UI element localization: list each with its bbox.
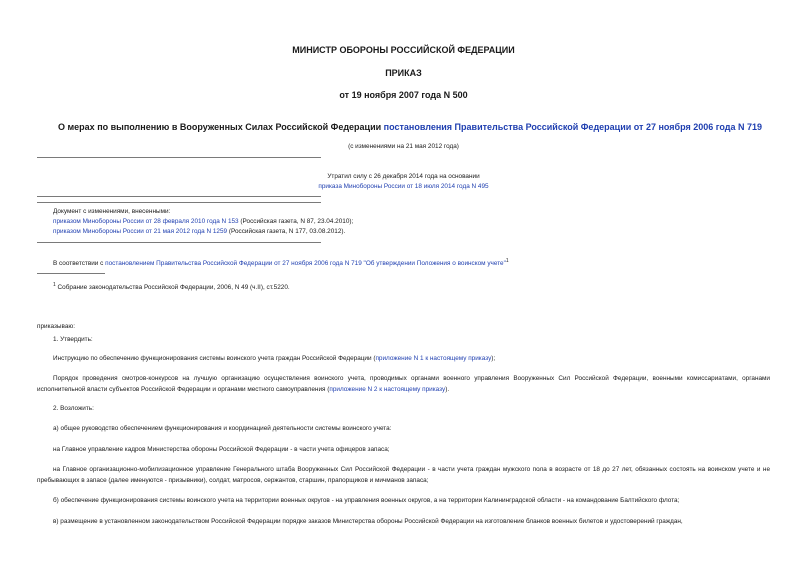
footnote-divider [37, 273, 105, 274]
paragraph [53, 354, 495, 364]
divider [37, 196, 321, 197]
footnote [53, 280, 290, 293]
paragraph-text: ); [491, 355, 496, 362]
appendix-link[interactable]: приложение N 2 к настоящему приказу [329, 386, 446, 393]
paragraph: на Главное управление кадров Министерства обороны Российской Федерации - в части учета офицеров запаса; [53, 446, 390, 453]
amendment-link[interactable]: приказом Минобороны России от 28 февраля 2010 года N 153 [53, 218, 239, 225]
document-date-number: от 19 ноября 2007 года N 500 [339, 90, 468, 100]
preamble [53, 256, 509, 269]
preamble-link[interactable]: постановлением Правительства Российской Федерации от 27 ноября 2006 года N 719 "Об утверждении Положения о воинском учете" [105, 260, 506, 268]
document-type: ПРИКАЗ [385, 68, 422, 78]
paragraph: а) общее руководство обеспечением функционирования и координацией деятельности системы воинского учета: [53, 425, 392, 432]
paragraph: б) обеспечение функционирования системы воинского учета на территории военных округов - на управления военных округов, а на территории Калининградской области - на командование Балтийского флота; [53, 497, 680, 504]
paragraph: 2. Возложить: [53, 405, 94, 412]
paragraph: на Главное организационно-мобилизационное управление Генерального штаба Вооруженных Сил Российской Федерации - в части учета граждан мужского пола в возрасте от 18 до 27 лет, обязанных состоять на воинском учете и не пребывающих в запасе (далее именуются - призывники), солдат, матросов, сержантов, старшин, прапорщиков и мичманов запаса; [37, 466, 770, 484]
amendment-source: (Российская газета, N 177, 03.08.2012). [227, 228, 346, 235]
amendment-source: (Российская газета, N 87, 23.04.2010); [238, 218, 354, 225]
document-title [50, 122, 770, 132]
paragraph-text: Инструкцию по обеспечению функционирования системы воинского учета граждан Российской Федерации ( [53, 355, 376, 362]
divider [37, 202, 321, 203]
amendment-item [53, 217, 353, 227]
paragraph-text: ). [445, 386, 450, 393]
footnote-mark: 1 [53, 282, 56, 288]
divider [37, 157, 321, 158]
amendment-item [53, 227, 345, 237]
appendix-link[interactable]: приложение N 1 к настоящему приказу [375, 355, 492, 362]
footnote-ref[interactable]: 1 [505, 258, 509, 264]
expired-notice: Утратил силу с 26 декабря 2014 года на основании [327, 173, 480, 180]
paragraph: 1. Утвердить: [53, 336, 93, 343]
expired-link[interactable]: приказа Минобороны России от 18 июля 2014 года N 495 [318, 183, 489, 190]
ministry-heading: МИНИСТР ОБОРОНЫ РОССИЙСКОЙ ФЕДЕРАЦИИ [292, 45, 515, 55]
title-link[interactable]: постановления Правительства Российской Федерации от 27 ноября 2006 года N 719 [383, 122, 762, 132]
footnote-text: Собрание законодательства Российской Федерации, 2006, N 49 (ч.II), ст.5220. [55, 284, 290, 292]
title-text: О мерах по выполнению в Вооруженных Силах Российской Федерации [58, 122, 384, 132]
divider [37, 242, 321, 243]
revision-note: (с изменениями на 21 мая 2012 года) [348, 143, 459, 150]
order-word: приказываю: [37, 323, 75, 330]
amendment-link[interactable]: приказом Минобороны России от 21 мая 2012 года N 1259 [53, 228, 228, 235]
paragraph [37, 373, 770, 395]
amendments-intro: Документ с изменениями, внесенными: [53, 208, 171, 215]
paragraph-text: Порядок проведения смотров-конкурсов на лучшую организацию осуществления воинского учета, проводимых органами военного управления Вооруженных Сил Российской Федерации, военными комиссариатами, органами исполнительной власти субъектов Российской Федерации и органами местного самоуправления ( [37, 375, 770, 393]
paragraph: в) размещение в установленном законодательством Российской Федерации порядке заказов Министерства обороны Российской Федерации на изготовление бланков военных билетов и удостоверений граждан, [53, 518, 683, 525]
preamble-text: В соответствии с [53, 260, 106, 268]
